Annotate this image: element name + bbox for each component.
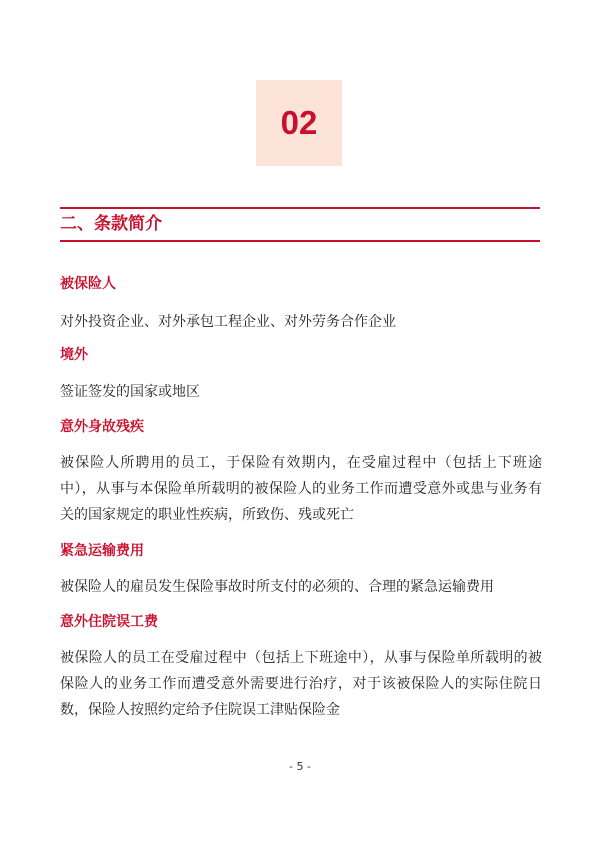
term-heading: 紧急运输费用: [60, 543, 144, 559]
term-definition: 对外投资企业、对外承包工程企业、对外劳务合作企业: [60, 314, 396, 330]
section-number: 02: [280, 104, 318, 141]
terms-list: [60, 270, 542, 723]
section-title: 二、条款简介: [60, 214, 162, 234]
term-heading: 意外身故残疾: [60, 419, 144, 435]
term-heading: 境外: [60, 347, 88, 363]
term-heading: 被保险人: [60, 276, 116, 292]
section-number-badge: [256, 80, 342, 166]
term-definition: 被保险人所聘用的员工，于保险有效期内，在受雇过程中（包括上下班途中），从事与本保险单所载明的被保险人的业务工作而遭受意外或患与业务有关的国家规定的职业性疾病，所致伤、残或死亡: [60, 455, 542, 523]
term-heading: 意外住院误工费: [60, 614, 158, 630]
term-definition: 签证签发的国家或地区: [60, 384, 200, 400]
page-number: - 5 -: [289, 760, 311, 773]
term-definition: 被保险人的员工在受雇过程中（包括上下班途中），从事与保险单所载明的被保险人的业务工作而遭受意外需要进行治疗，对于该被保险人的实际住院日数，保险人按照约定给予住院误工津贴保险金: [60, 650, 542, 718]
title-top-rule: [60, 207, 540, 209]
term-definition: 被保险人的雇员发生保险事故时所支付的必须的、合理的紧急运输费用: [60, 579, 494, 595]
title-bottom-rule: [60, 240, 540, 242]
